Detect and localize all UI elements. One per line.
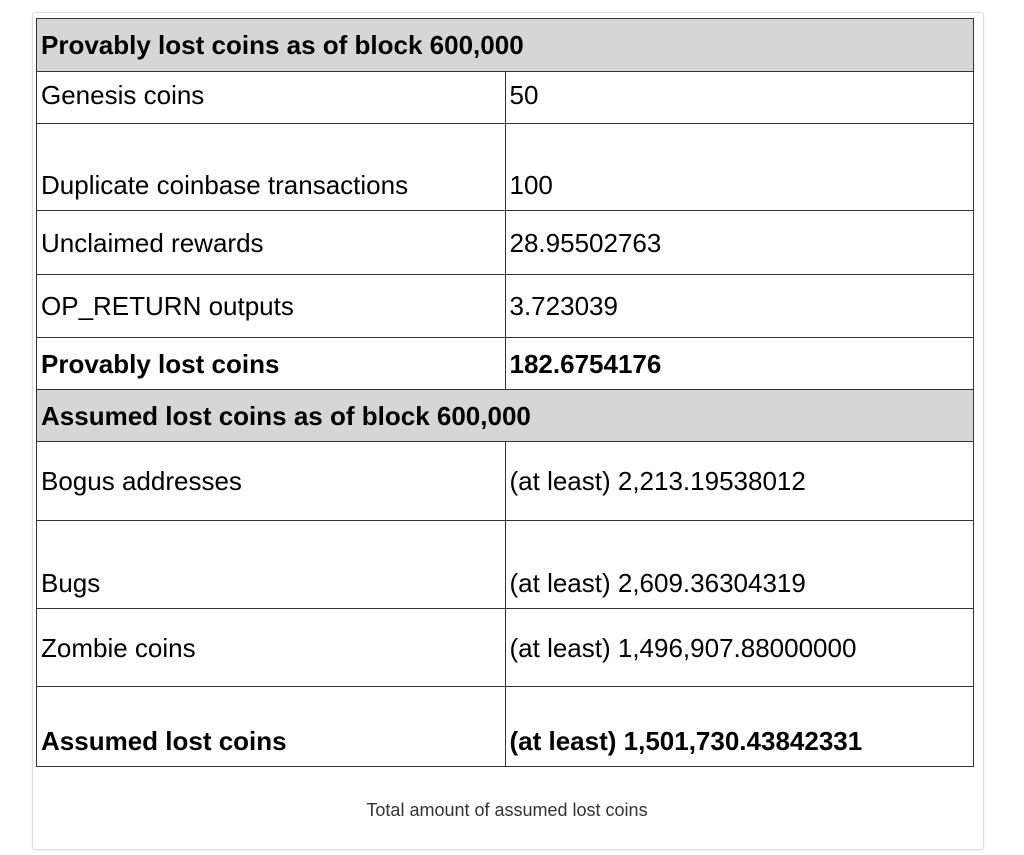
row-value: 100: [505, 124, 974, 211]
row-value: (at least) 2,609.36304319: [505, 521, 974, 609]
row-label: Duplicate coinbase transactions: [37, 124, 506, 211]
row-label: Zombie coins: [37, 609, 506, 687]
provable-total-value: 182.6754176: [505, 338, 974, 390]
row-label: Genesis coins: [37, 72, 506, 124]
table-row: [37, 609, 974, 687]
row-value: (at least) 1,496,907.88000000: [505, 609, 974, 687]
row-label: Bogus addresses: [37, 442, 506, 521]
row-value: 50: [505, 72, 974, 124]
table-row: [37, 275, 974, 338]
assumed-total-value: (at least) 1,501,730.43842331: [505, 687, 974, 767]
table-section-header: [37, 390, 974, 442]
row-value: 3.723039: [505, 275, 974, 338]
table-row: [37, 442, 974, 521]
assumed-section-heading: Assumed lost coins as of block 600,000: [37, 390, 974, 442]
figure-caption: Total amount of assumed lost coins: [366, 800, 648, 820]
row-label: Bugs: [37, 521, 506, 609]
assumed-total-label: Assumed lost coins: [37, 687, 506, 767]
table-section-header: [37, 19, 974, 72]
lost-coins-table: [36, 18, 974, 767]
row-label: Unclaimed rewards: [37, 211, 506, 275]
row-label: OP_RETURN outputs: [37, 275, 506, 338]
table-row: [37, 72, 974, 124]
provable-section-heading: Provably lost coins as of block 600,000: [37, 19, 974, 72]
provable-total-label: Provably lost coins: [37, 338, 506, 390]
table-row: [37, 521, 974, 609]
table-total-row: [37, 687, 974, 767]
table-row: [37, 124, 974, 211]
row-value: (at least) 2,213.19538012: [505, 442, 974, 521]
row-value: 28.95502763: [505, 211, 974, 275]
table-total-row: [37, 338, 974, 390]
table-row: [37, 211, 974, 275]
